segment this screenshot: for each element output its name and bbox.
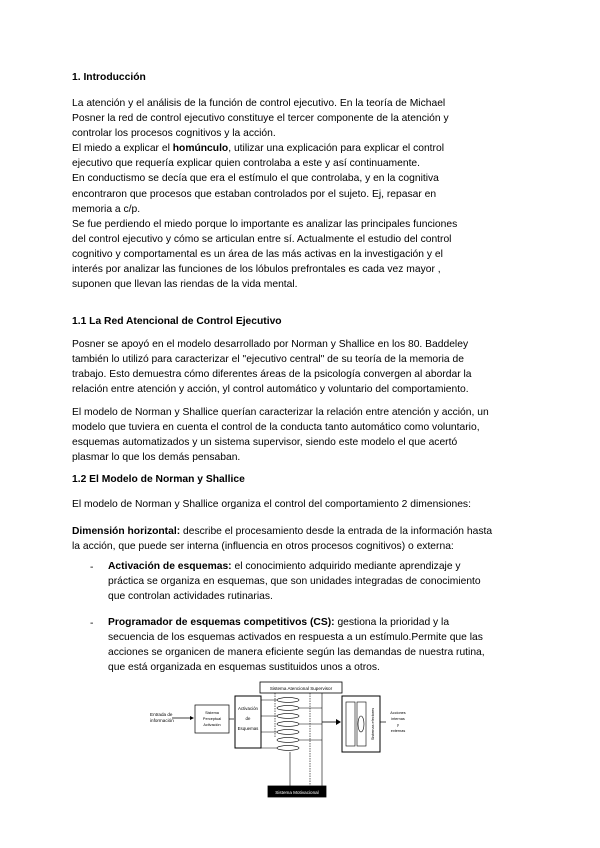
schema-node <box>277 746 299 751</box>
arrow-head <box>190 716 194 720</box>
text-line: cognitivo y comportamental es un área de las más activas en la investigación y el <box>72 248 443 260</box>
norman-shallice-diagram <box>150 678 410 800</box>
text-line: acciones se organicen de manera eficiente según las demandas de nuestra rutina, <box>108 647 485 659</box>
activation-label-line: Esquemas <box>237 726 259 731</box>
supervisory-system-label: Sistema Atencional Supervisor <box>269 686 333 691</box>
activation-label-line: de <box>245 716 251 721</box>
paragraph-dimensions: El modelo de Norman y Shallice organiza el control del comportamiento 2 dimensiones: <box>72 499 471 510</box>
text-line: que controlan actividades rutinarias. <box>108 591 273 603</box>
bullet-programador <box>108 615 485 675</box>
paragraph-posner <box>72 337 472 397</box>
text-line: El modelo de Norman y Shallice querían caracterizar la relación entre atención y acción, un <box>72 407 489 418</box>
perceptual-label-line: Perceptual <box>202 717 222 721</box>
text-line: memoria a c/p. <box>72 203 141 215</box>
paragraph-intro-1 <box>72 96 457 292</box>
text-span: el conocimiento adquirido mediante aprendizaje y <box>231 561 461 572</box>
paragraph-norman-shallice <box>72 405 489 465</box>
bold-term-homunculo: homúnculo <box>172 143 229 155</box>
output-label-line: y <box>397 723 399 727</box>
text-line: Posner la red de control ejecutivo constituye el tercer componente de la atención y <box>72 113 449 125</box>
text-line: Se fue perdiendo el miedo porque lo importante es analizar las principales funciones <box>72 218 458 230</box>
effector-label: Sistemas efectores <box>371 707 375 741</box>
schema-nodes <box>277 698 299 751</box>
text-line: también lo utilizó para caracterizar el "ejecutivo central" de su teoría de la memoria de <box>72 354 464 366</box>
bold-term-horizontal: Dimensión horizontal: <box>72 526 181 537</box>
text-line: ejecutivo que requería explicar quien controlaba a este y así continuamente. <box>72 158 421 170</box>
section-title-introduccion: 1. Introducción <box>72 72 146 83</box>
input-label-line: Entrada de <box>150 712 173 717</box>
text-line: práctica se organiza en esquemas, que son unidades integradas de conocimiento <box>108 576 481 588</box>
text-line: relación entre atención y acción, yl control automático y voluntario del comportamiento. <box>72 384 469 396</box>
bullet-dash: - <box>90 562 94 573</box>
text-span: El miedo a explicar el <box>72 143 173 155</box>
schema-node <box>277 722 299 727</box>
text-span: , utilizar una explicación para explicar el control <box>228 143 444 155</box>
bold-term-activacion: Activación de esquemas: <box>108 561 232 572</box>
text-line: La atención y el análisis de la función de control ejecutivo. En la teoría de Michael <box>72 98 446 109</box>
text-span: gestiona la prioridad y la <box>334 617 450 628</box>
output-label-line: Acciones <box>390 711 406 715</box>
text-line: Posner se apoyó en el modelo desarrollado por Norman y Shallice en los 80. Baddeley <box>72 339 469 350</box>
output-label-line: externas <box>390 729 406 733</box>
schema-node <box>277 698 299 703</box>
text-line: suponen que llevan las riendas de la vida mental. <box>72 279 298 291</box>
bullet-dash: - <box>90 618 94 629</box>
text-line: encontraron que procesos que estaban controlados por el sujeto. Ej, repasar en <box>72 188 437 200</box>
text-line: En conductismo se decía que era el estímulo el que controlaba, y en la cognitiva <box>72 173 439 185</box>
perceptual-label-line: Sistema <box>205 711 219 715</box>
text-span: describe el procesamiento desde la entrada de la información hasta <box>180 526 493 537</box>
motivational-system-label: Sistema Motivacional <box>275 790 319 795</box>
text-line: plasmar lo que los demás pensaban. <box>72 452 241 464</box>
horizontal-first-line <box>72 524 492 539</box>
bullet-first-line <box>108 559 481 574</box>
arrow-head <box>336 719 341 725</box>
homunculo-line <box>72 141 457 156</box>
text-line: interés por analizar las funciones de los lóbulos prefrontales es cada vez mayor , <box>72 264 441 276</box>
schema-node <box>277 714 299 719</box>
bullet-activacion <box>108 559 481 604</box>
text-line: la acción, que puede ser interna (influencia en otros procesos cognitivos) o externa: <box>72 541 454 553</box>
schema-activation-box <box>235 696 261 748</box>
text-line: secuencia de los esquemas activados en respuesta a un estímulo.Permite que las <box>108 632 483 644</box>
bold-term-programador: Programador de esquemas competitivos (CS): <box>108 617 335 628</box>
output-label-line: internas <box>391 717 405 721</box>
text-line: trabajo. Esto demuestra cómo diferentes áreas de la psicología convergen al abordar la <box>72 369 472 381</box>
paragraph-horizontal <box>72 524 492 554</box>
text-line: modelo que tuviera en cuenta el control de la conducta tanto automático como voluntario, <box>72 422 480 434</box>
schema-node <box>277 738 299 743</box>
perceptual-label-line: Activación <box>203 723 221 727</box>
schema-node <box>277 730 299 735</box>
activation-label-line: Activación <box>237 706 259 711</box>
text-line: controlar los procesos cognitivos y la acción. <box>72 128 276 140</box>
section-title-red-atencional: 1.1 La Red Atencional de Control Ejecutivo <box>72 316 282 327</box>
input-label-line: información <box>150 718 174 723</box>
schema-node <box>277 706 299 711</box>
bullet-first-line <box>108 615 485 630</box>
text-line: que está organizada en esquemas sustituidos unos a otros. <box>108 662 380 674</box>
text-line: esquemas automatizados y un sistema supervisor, siendo este modelo el que acertó <box>72 437 458 449</box>
text-line: del control ejecutivo y cómo se articulan entre sí. Actualmente el estudio del control <box>72 233 452 245</box>
section-title-modelo: 1.2 El Modelo de Norman y Shallice <box>72 474 245 485</box>
